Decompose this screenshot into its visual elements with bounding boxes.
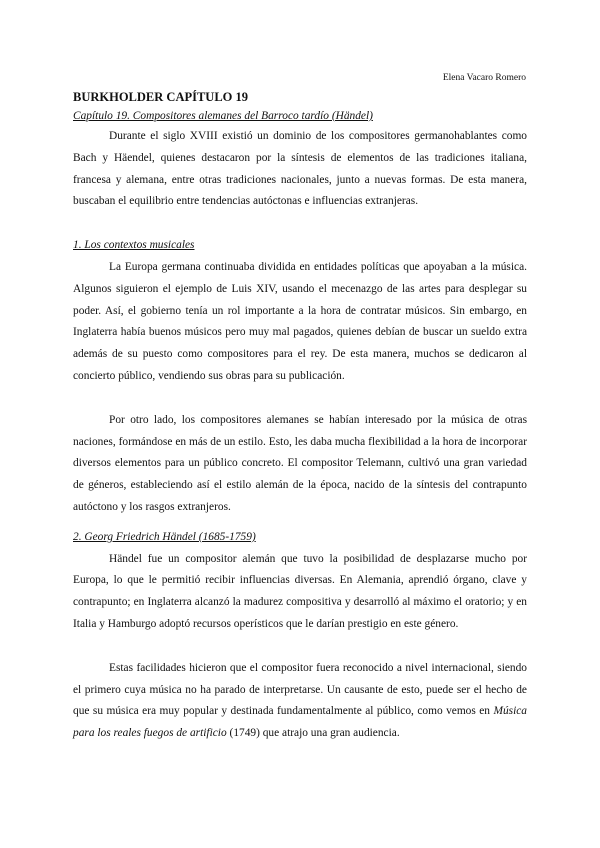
spacer — [73, 636, 527, 658]
document-body — [73, 88, 527, 745]
section-2-paragraph-1: Händel fue un compositor alemán que tuvo la posibilidad de desplazarse mucho por Europa, lo que le permitió recibir influencias diversas. En Alemania, aprendió órgano, clave y contrapunto; en Inglaterra alcanzó la madurez compositiva y desarrolló al máximo el oratorio; y en Italia y Hamburgo adoptó recursos operísticos que le darían prestigio en este género. — [73, 552, 527, 630]
spacer — [73, 388, 527, 410]
section-1-paragraph-2: Por otro lado, los compositores alemanes se habían interesado por la música de otras naciones, formándose en más de un estilo. Esto, les daba mucha flexibilidad a la hora de incorporar diversos elementos para un público concreto. El compositor Telemann, cultivó una gran variedad de géneros, estableciendo así el estilo alemán de la época, nacido de la síntesis del contrapunto autóctono y los rasgos extranjeros. — [73, 413, 527, 513]
spacer — [73, 213, 527, 235]
chapter-subtitle: Capítulo 19. Compositores alemanes del Barroco tardío (Händel) — [73, 110, 373, 122]
section-2-heading: 2. Georg Friedrich Händel (1685-1759) — [73, 530, 256, 543]
spacer — [73, 519, 527, 527]
paragraph-text: Estas facilidades hicieron que el compositor fuera reconocido a nivel internacional, siendo el primero cuya música no ha parado de interpretarse. Un causante de esto, puede ser el hecho de que su música era muy popular y destinada fundamentalmente al público, como vemos en — [73, 661, 527, 718]
section-2-paragraph-2 — [73, 658, 527, 745]
section-1-paragraph-1: La Europa germana continuaba dividida en entidades políticas que apoyaban a la música. Algunos siguieron el ejemplo de Luis XIV, usando el mecenazgo de las artes para desplegar su poder. Así, el gobierno tenía un rol importante a la hora de contratar músicos. Sin embargo, en Inglaterra había buenos músicos pero muy mal pagados, quienes debían de buscar un sueldo extra además de su puesto como compositores para el rey. De esta manera, muchos se dedicaron al concierto público, vendiendo sus obras para su publicación. — [73, 260, 527, 382]
paragraph-text: (1749) que atrajo una gran audiencia. — [226, 727, 400, 740]
section-1-heading: 1. Los contextos musicales — [73, 239, 195, 252]
document-title: BURKHOLDER CAPÍTULO 19 — [73, 90, 249, 104]
intro-paragraph: Durante el siglo XVIII existió un dominio de los compositores germanohablantes como Bach y Häendel, quienes destacaron por la síntesis de elementos de las tradiciones italiana, francesa y alemana, entre otras tradiciones nacionales, junto a nuevas formas. De esta manera, buscaban el equilibrio entre tendencias autóctonas e influencias extranjeras. — [73, 130, 527, 208]
work-title: Música para los reales fuegos de artificio — [73, 705, 527, 740]
author-name: Elena Vacaro Romero — [442, 73, 526, 83]
